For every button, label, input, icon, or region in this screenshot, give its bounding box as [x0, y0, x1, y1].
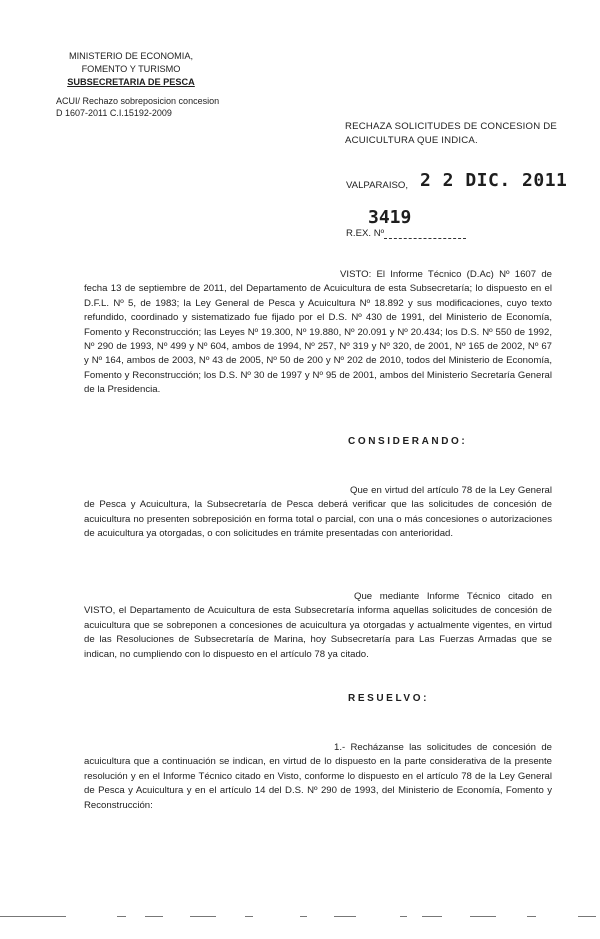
letterhead	[46, 50, 216, 90]
ministry-name-line-1: MINISTERIO DE ECONOMIA,	[68, 51, 194, 61]
reference-block	[56, 95, 219, 119]
considerando-paragraph-2: Que mediante Informe Técnico citado en VISTO, el Departamento de Acuicultura de esta Subsecretaría informa aquellas solicitudes de concesión de acuicultura que se sobreponen a concesiones de acuicultura ya otorgadas y actualmente vigentes, en virtud de las Resoluciones de Subsecretaría de Marina, hoy Subsecretaría para Las Fuerzas Armadas que se indican, no cumpliendo con lo dispuesto en el artículo 78 ya citado.	[84, 591, 552, 660]
subsecretaria-name: SUBSECRETARIA DE PESCA	[67, 77, 195, 88]
reference-line-1: ACUI/ Rechazo sobreposicion concesion	[56, 96, 220, 106]
document-subject: RECHAZA SOLICITUDES DE CONCESION DE ACUICULTURA QUE INDICA.	[345, 121, 557, 146]
considerando-paragraph-1: Que en virtud del artículo 78 de la Ley General de Pesca y Acuicultura, la Subsecretaría de Pesca deberá verificar que las solicitudes de concesión de acuicultura no presenten sobreposición en forma total o parcial, con una o más concesiones o autorizaciones de acuicultura ya otorgadas, o con solicitudes en trámite presentadas con anterioridad.	[84, 485, 552, 540]
ministry-name-line-2: FOMENTO Y TURISMO	[81, 64, 181, 75]
resolution-number: 3419	[368, 207, 412, 228]
place-label: VALPARAISO,	[346, 180, 409, 191]
considerando-heading: CONSIDERANDO:	[348, 436, 468, 447]
resolution-underline	[384, 238, 466, 239]
resolution-label: R.EX. Nº	[346, 228, 385, 239]
date-stamp: 2 2 DIC. 2011	[420, 170, 568, 191]
resuelvo-heading: RESUELVO:	[348, 693, 429, 704]
reference-line-2: D 1607-2011 C.I.15192-2009	[56, 108, 172, 118]
visto-paragraph: VISTO: El Informe Técnico (D.Ac) Nº 1607 de fecha 13 de septiembre de 2011, del Departamento de Acuicultura de esta Subsecretaría; lo dispuesto en el D.F.L. Nº 5, de 1983; la Ley General de Pesca y Acuicultura Nº 18.892 y sus modificaciones, cuyo texto refundido, coordinado y sistematizado fue fijado por el D.S. Nº 430 de 1991, del Ministerio de Economía, Fomento y Reconstrucción; las Leyes Nº 19.300, Nº 19.880, Nº 20.091 y Nº 20.434; los D.S. Nº 550 de 1992, Nº 290 de 1993, Nº 499 y Nº 604, ambos de 1994, Nº 257, Nº 319 y Nº 320, de 2001, Nº 165 de 2002, Nº 67 y Nº 164, ambos de 2003, Nº 43 de 2005, Nº 50 de 200 y Nº 202 de 2010, todos del Ministerio de Economía, Fomento y Reconstrucción; los D.S. Nº 30 de 1997 y Nº 95 de 2001, ambos del Ministerio Secretaría General de la Presidencia.	[84, 269, 552, 396]
page-footer-line	[0, 912, 600, 922]
resuelvo-paragraph-1: 1.- Recházanse las solicitudes de concesión de acuicultura que a continuación se indican, en virtud de lo dispuesto en la parte considerativa de la presente resolución y en el Informe Técnico citado en Visto, conforme lo dispuesto en el artículo 78 de la Ley General de Pesca y Acuicultura y en el artículo 14 del D.S. Nº 290 de 1993, del Ministerio de Economía, Fomento y Reconstrucción:	[84, 742, 552, 811]
